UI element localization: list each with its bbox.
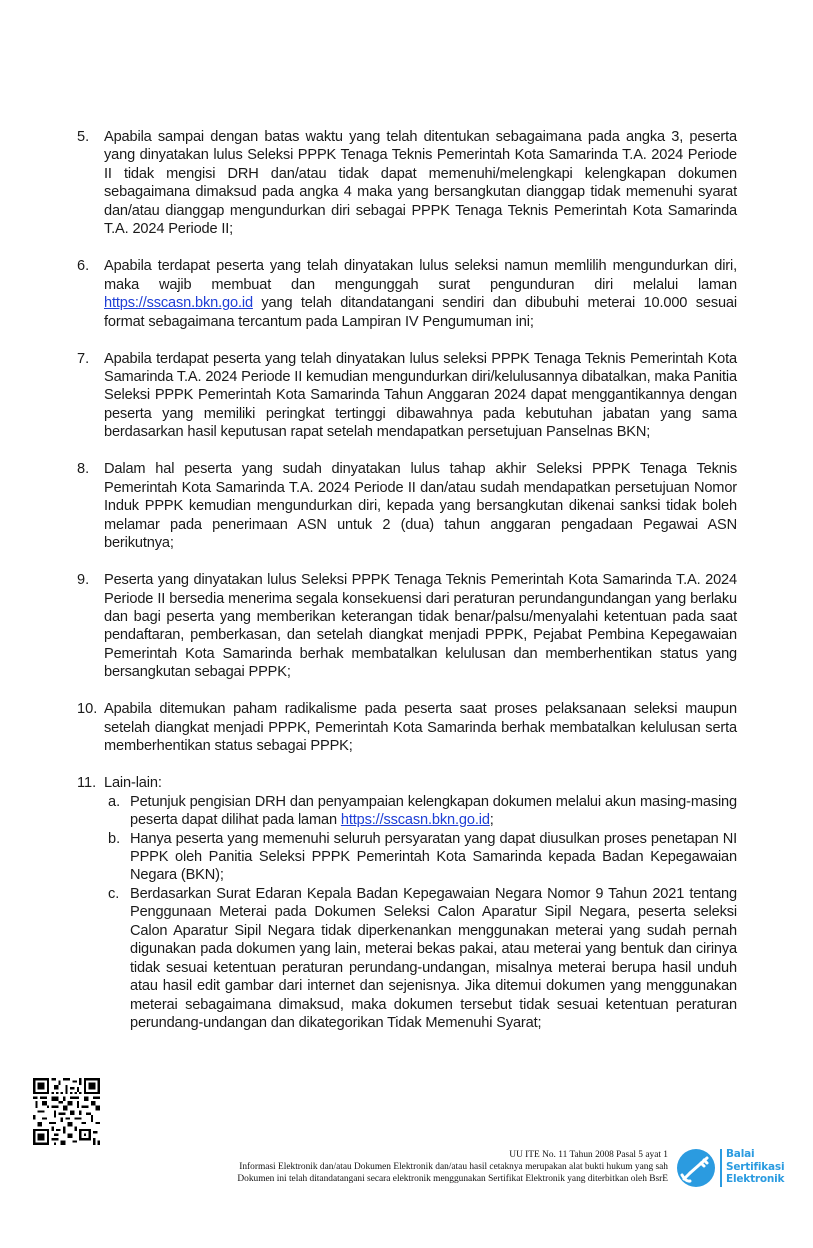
sub-item-text-part: Petunjuk pengisian DRH dan penyampaian kelengkapan dokumen melalui akun masing-masing peserta dapat dilihat pada laman (130, 793, 737, 829)
bsre-wordmark (726, 1148, 784, 1186)
sub-item-letter: c. (108, 885, 120, 902)
sub-item-text: Hanya peserta yang memenuhi seluruh persyaratan yang dapat diusulkan proses penetapan NI PPPK oleh Panitia Seleksi PPPK Pemerintah Kota Samarinda kepada Badan Kepegawaian Negara (BKN); (130, 830, 737, 884)
item-text: Apabila terdapat peserta yang telah dinyatakan lulus seleksi PPPK Tenaga Teknis Pemerintah Kota Samarinda T.A. 2024 Periode II kemudian mengundurkan diri/kelulusannya dibatalkan, maka Panitia Seleksi PPPK Pemerintah Kota Samarinda Tahun Anggaran 2024 dapat menggantikannya dengan peserta yang memiliki peringkat tertinggi dibawahnya pada kebutuhan jabatan yang sama berdasarkan hasil keputusan rapat setelah mendapatkan persetujuan Panselnas BKN; (104, 350, 737, 441)
item-number: 6. (77, 258, 90, 275)
esign-notice (237, 1149, 668, 1186)
sub-list (104, 793, 737, 1033)
list-item-10 (77, 700, 737, 755)
list-item-5 (77, 128, 737, 239)
list-item-6 (77, 257, 737, 331)
bsre-key-icon (676, 1148, 716, 1188)
sub-item-text: Berdasarkan Surat Edaran Kepala Badan Kepegawaian Negara Nomor 9 Tahun 2021 tentang Penggunaan Meterai pada Dokumen Seleksi Calon Aparatur Sipil Negara, peserta seleksi Calon Aparatur Sipil Negara tidak diperkenankan menggunakan meterai yang sudah pernah digunakan pada dokumen yang lain, meterai bekas pakai, atau meterai yang bentuk dan cirinya tidak sesuai ketentuan peraturan perundang-undangan, misalnya meterai berupa hasil unduh atau hasil edit gambar dari internet dan sejenisnya. Jika ditemui dokumen yang menggunakan meterai sebagaimana dimaksud, maka dokumen tersebut tidak sesuai ketentuan peraturan perundang-undangan dan dikategorikan Tidak Memenuhi Syarat; (130, 885, 737, 1032)
item-number: 11. (77, 775, 97, 792)
sscasn-link[interactable]: https://sscasn.bkn.go.id (340, 812, 490, 829)
logo-line: Sertifikasi (726, 1160, 785, 1173)
sub-item-a (104, 793, 737, 830)
item-number: 9. (77, 572, 90, 589)
item-text: Apabila sampai dengan batas waktu yang telah ditentukan sebagaimana pada angka 3, peserta yang dinyatakan lulus Seleksi PPPK Tenaga Teknis Pemerintah Kota Samarinda T.A. 2024 Periode II tidak mengisi DRH dan/atau tidak dapat memenuhi/melengkapi kelengkapan dokumen sebagaimana dimaksud pada angka 4 maka yang bersangkutan dianggap tidak memenuhi syarat dan/atau dianggap mengundurkan diri sebagai PPPK Tenaga Teknis Pemerintah Kota Samarinda T.A. 2024 Periode II; (104, 129, 737, 238)
item-number: 5. (77, 129, 90, 145)
item-text (104, 257, 737, 331)
numbered-list (77, 128, 737, 1032)
sub-item-letter: a. (108, 793, 121, 810)
item-text-part: yang telah ditandatangani sendiri dan dibubuhi meterai 10.000 sesuai format sebagaimana tercantum pada Lampiran IV Pengumuman ini; (104, 295, 737, 330)
item-text: Apabila ditemukan paham radikalisme pada peserta saat proses pelaksanaan seleksi maupun setelah diangkat menjadi PPPK, Pemerintah Kota Samarinda berhak membatalkan kelulusan serta memberhentikan status sebagai PPPK; (104, 701, 737, 755)
item-text: Lain-lain: (104, 775, 162, 792)
logo-divider (720, 1149, 722, 1187)
sub-item-text (130, 793, 737, 830)
sub-item-b (104, 830, 737, 885)
list-item-7 (77, 350, 737, 442)
item-text-part: Apabila terdapat peserta yang telah dinyatakan lulus seleksi namun memlilih mengundurkan diri, maka wajib membuat dan mengunggah surat pengunduran diri melalui laman (104, 258, 737, 293)
item-number: 7. (77, 350, 90, 367)
logo-line: Elektronik (726, 1173, 785, 1185)
footer-line-law: UU ITE No. 11 Tahun 2008 Pasal 5 ayat 1 (509, 1150, 668, 1160)
list-item-11 (77, 774, 737, 1032)
sub-item-text-part: ; (489, 812, 494, 829)
sscasn-link[interactable]: https://sscasn.bkn.go.id (104, 295, 253, 312)
item-number: 8. (77, 461, 90, 478)
logo-line: Balai (726, 1148, 755, 1160)
sub-item-c (104, 885, 737, 1033)
item-number: 10. (77, 701, 98, 718)
item-text: Peserta yang dinyatakan lulus Seleksi PPPK Tenaga Teknis Pemerintah Kota Samarinda T.A. 2024 Periode II bersedia menerima segala konsekuensi dari peraturan perundangundangan yang berlaku dan bagi peserta yang memberikan keterangan tidak benar/palsu/menyalahi ketentuan pada saat pendaftaran, pemberkasan, dan setelah diangkat menjadi PPPK, Pejabat Pembina Kepegawaian Pemerintah Kota Samarinda berhak membatalkan kelulusan dan memberhentikan status yang bersangkutan sebagai PPPK; (104, 572, 737, 681)
item-text: Dalam hal peserta yang sudah dinyatakan lulus tahap akhir Seleksi PPPK Tenaga Teknis Pemerintah Kota Samarinda T.A. 2024 Periode II dan/atau sudah mendapatkan persetujuan Nomor Induk PPPK kemudian mengundurkan diri, kepada yang bersangkutan dikenai sanksi tidak boleh melamar pada penerimaan ASN untuk 2 (dua) tahun anggaran pengadaan Pegawai ASN berikutnya; (104, 461, 737, 552)
list-item-9 (77, 571, 737, 682)
list-item-8 (77, 460, 737, 552)
qr-code-icon (33, 1078, 100, 1145)
footer-line-validity: Informasi Elektronik dan/atau Dokumen Elektronik dan/atau hasil cetaknya merupakan alat bukti hukum yang sah (239, 1162, 668, 1173)
bsre-logo (676, 1147, 796, 1189)
sub-item-letter: b. (108, 830, 121, 847)
footer-line-signature: Dokumen ini telah ditandatangani secara elektronik menggunakan Sertifikat Elektronik yang diterbitkan oleh BsrE (237, 1174, 668, 1185)
